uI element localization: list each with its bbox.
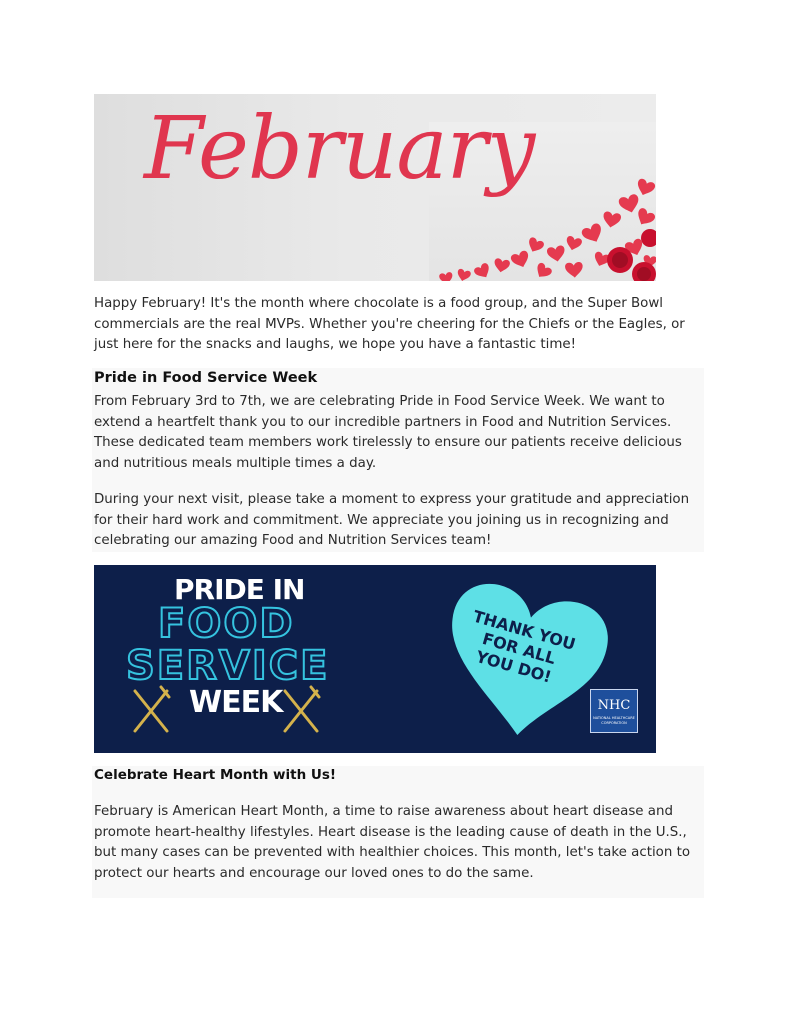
february-script-title: February [144, 99, 535, 199]
heart-section-title: Celebrate Heart Month with Us! [94, 767, 337, 783]
heart-paragraph: February is American Heart Month, a time to raise awareness about heart disease and promote heart-healthy lifestyles. Heart disease is the leading cause of death in the U.S., but many cases can be prevented with healthier choices. This month, let's take action to protect our hearts and encourage our loved ones to do the same. [94, 804, 691, 881]
banner-line-week: WEEK [189, 685, 283, 720]
banner-line-service: SERVICE [126, 643, 330, 689]
crossed-fork-knife-icon [129, 683, 173, 735]
pride-food-service-banner [94, 565, 656, 753]
pride-paragraph-1: From February 3rd to 7th, we are celebrating Pride in Food Service Week. We want to extend a heartfelt thank you to our incredible partners in Food and Nutrition Services. These dedicated team members work tirelessly to ensure our patients receive delicious and nutritious meals multiple times a day. [94, 394, 682, 471]
pride-paragraph-2: During your next visit, please take a moment to express your gratitude and appreciation for their hard work and commitment. We appreciate you joining us in recognizing and celebrating our amazing Food and Nutrition Services team! [94, 492, 690, 548]
nhc-logo-fullname: NATIONAL HEALTHCARE CORPORATION [593, 716, 635, 725]
banner-line-pride-in: PRIDE IN [174, 573, 305, 606]
pride-section-title: Pride in Food Service Week [94, 370, 318, 386]
intro-paragraph: Happy February! It's the month where chocolate is a food group, and the Super Bowl commercials are the real MVPs. Whether you're cheering for the Chiefs or the Eagles, or just here for the snacks and laughs, we hope you have a fantastic time! [94, 296, 685, 352]
nhc-logo [590, 689, 638, 733]
thank-you-text: THANK YOU FOR ALL YOU DO! [470, 606, 578, 687]
hearts-decoration-icon [424, 174, 656, 281]
crossed-fork-knife-icon [279, 683, 323, 735]
banner-line-food: FOOD [158, 601, 295, 647]
nhc-logo-abbr: NHC [597, 698, 631, 713]
february-banner-image [94, 94, 656, 281]
